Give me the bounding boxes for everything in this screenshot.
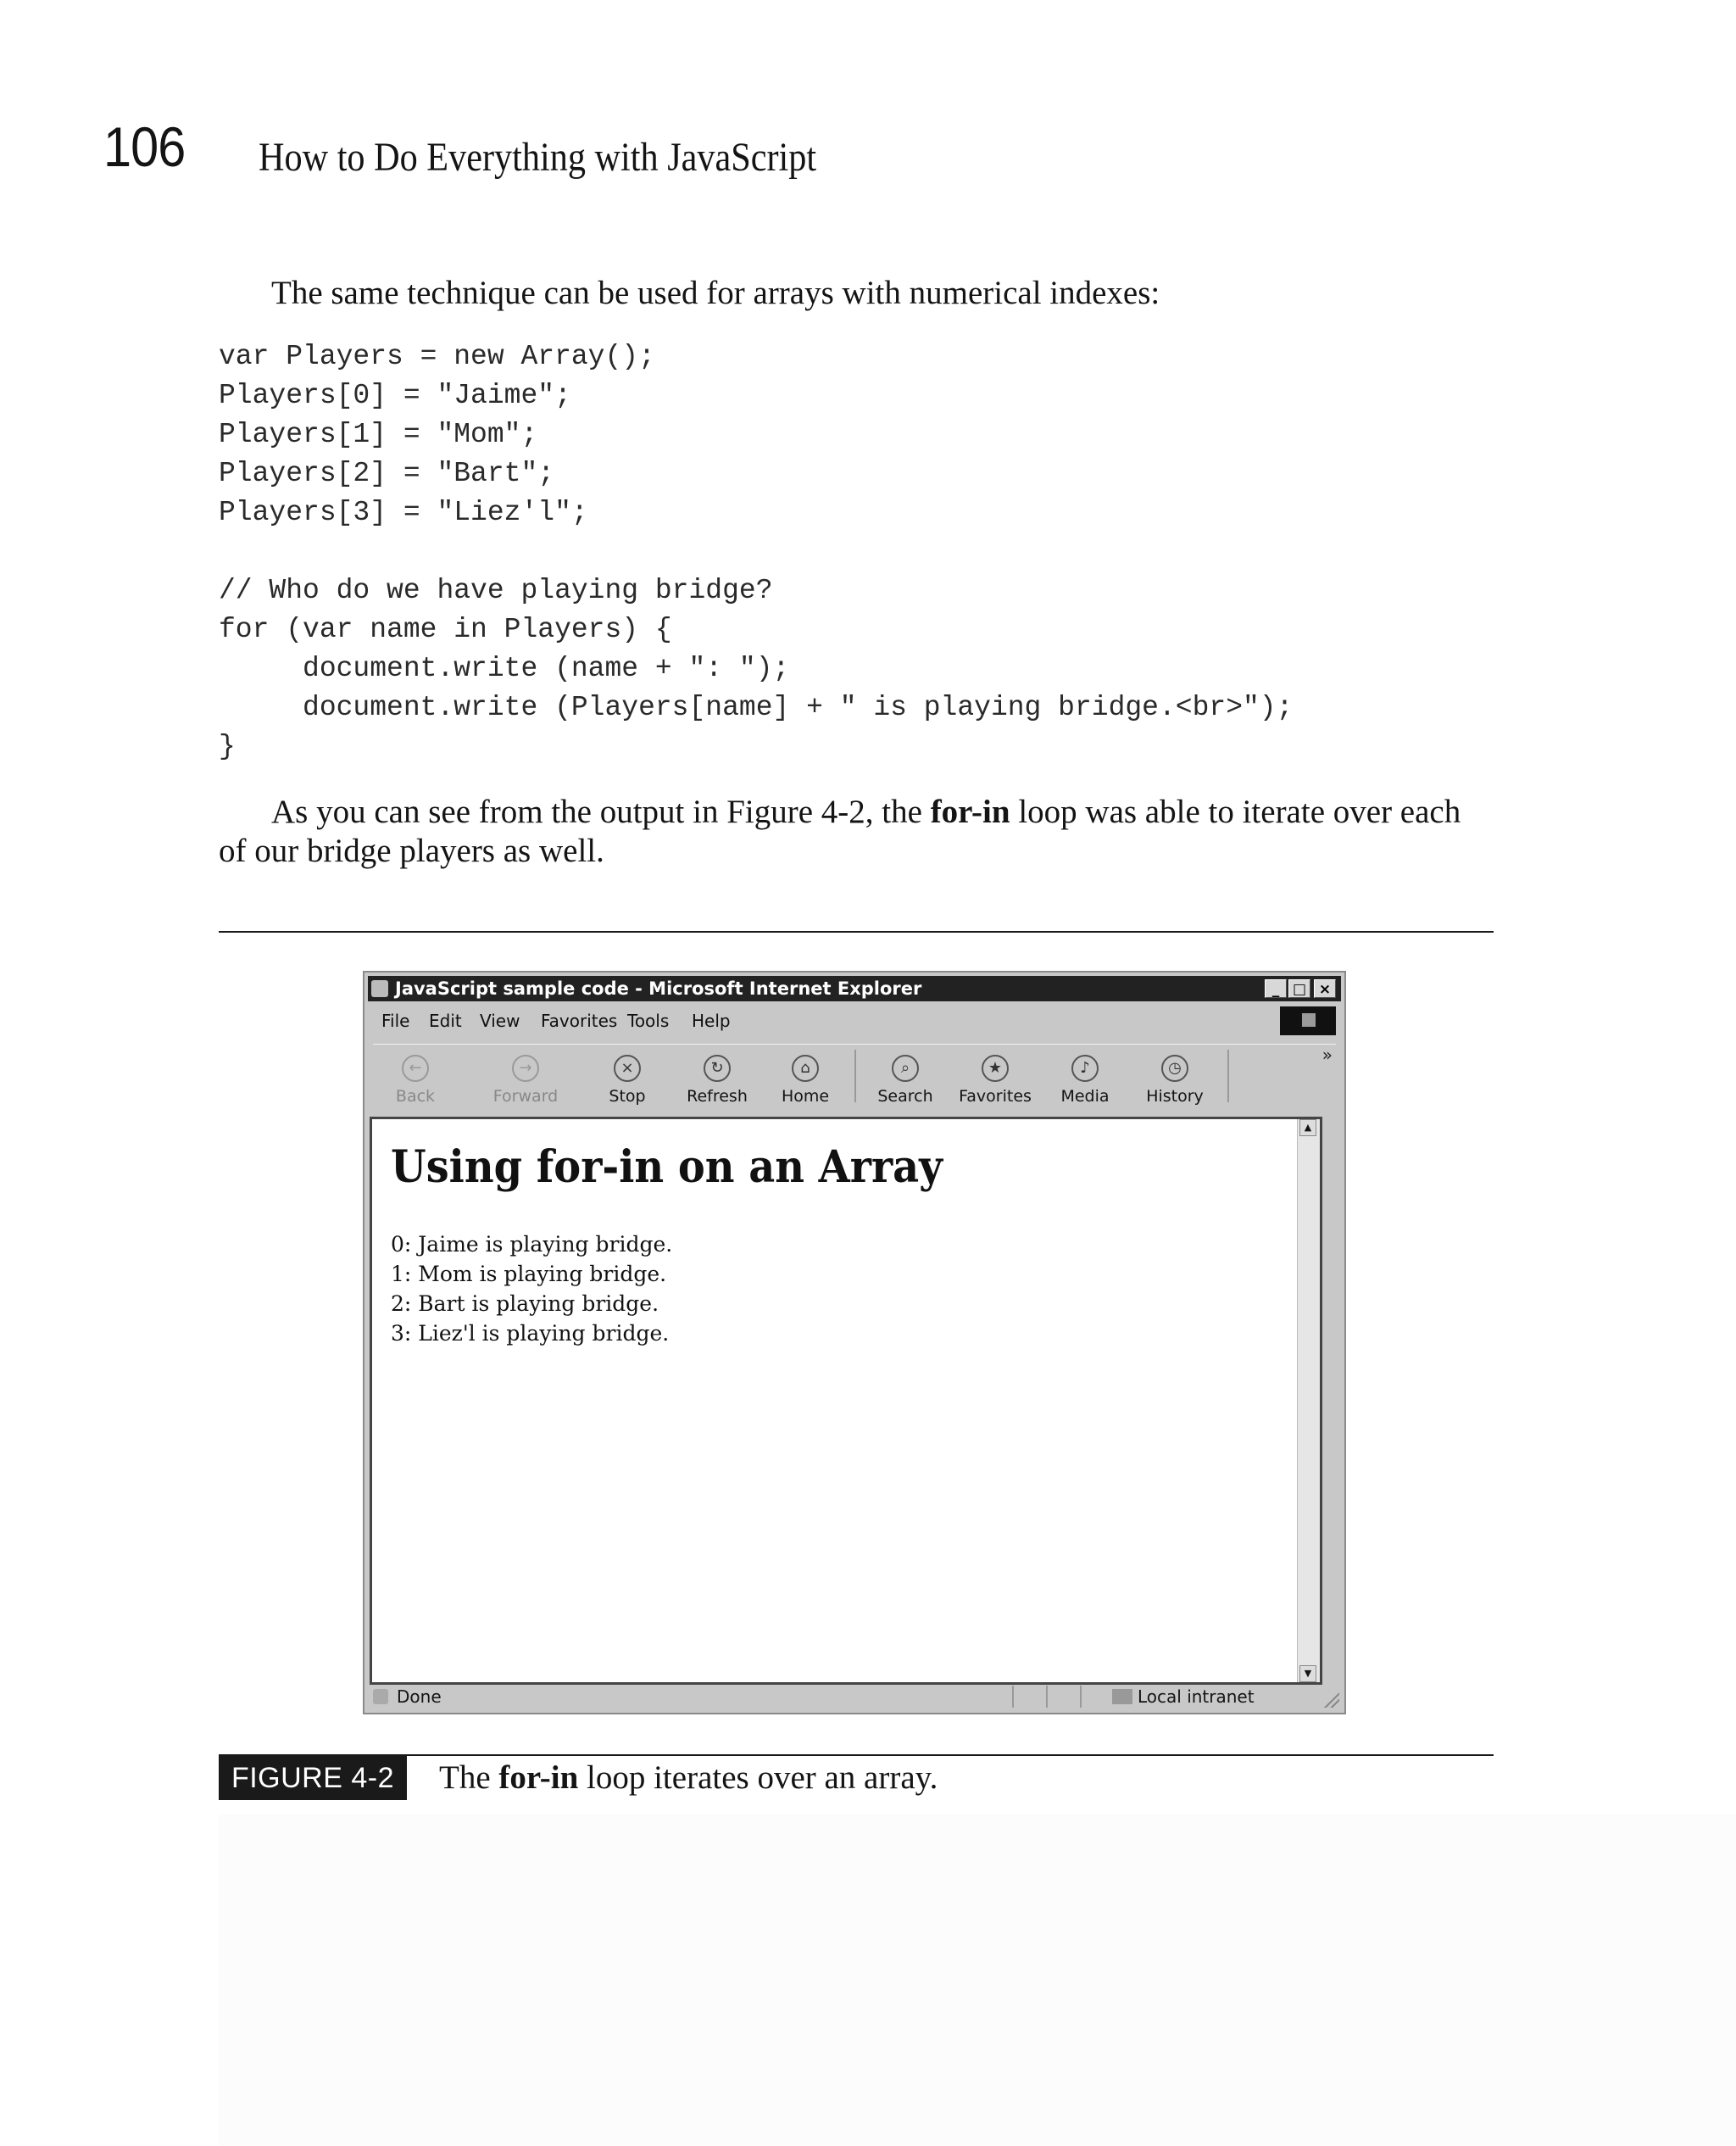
windows-logo-icon bbox=[1280, 1006, 1336, 1035]
figure-caption bbox=[439, 1756, 938, 1800]
page-done-icon bbox=[373, 1689, 388, 1704]
caption-keyword: for-in bbox=[498, 1759, 579, 1796]
favorites-folder-icon: ★ bbox=[982, 1055, 1009, 1082]
history-label: History bbox=[1146, 1087, 1204, 1106]
home-button[interactable] bbox=[763, 1045, 848, 1109]
menu-favorites[interactable]: Favorites bbox=[541, 1011, 618, 1031]
stop-icon: × bbox=[614, 1055, 641, 1082]
media-button[interactable] bbox=[1043, 1045, 1127, 1109]
menu-file[interactable]: File bbox=[381, 1011, 410, 1031]
code-line: var Players = new Array(); bbox=[219, 341, 655, 372]
minimize-button[interactable]: _ bbox=[1265, 979, 1287, 998]
search-button[interactable] bbox=[863, 1045, 948, 1109]
caption-text: The bbox=[439, 1759, 499, 1796]
paragraph-indent bbox=[219, 794, 271, 830]
code-line: Players[1] = "Mom"; bbox=[219, 419, 538, 450]
refresh-button[interactable] bbox=[675, 1045, 760, 1109]
stop-label: Stop bbox=[609, 1087, 646, 1106]
search-icon: ⌕ bbox=[892, 1055, 919, 1082]
menu-edit[interactable]: Edit bbox=[429, 1011, 462, 1031]
refresh-label: Refresh bbox=[687, 1087, 748, 1106]
running-head-title: How to Do Everything with JavaScript bbox=[259, 135, 817, 180]
intranet-zone-icon bbox=[1112, 1689, 1132, 1704]
output-line: 0: Jaime is playing bridge. bbox=[391, 1232, 673, 1257]
toolbar-separator bbox=[854, 1050, 856, 1102]
media-label: Media bbox=[1060, 1087, 1110, 1106]
vertical-scrollbar[interactable] bbox=[1297, 1119, 1320, 1682]
history-button[interactable] bbox=[1132, 1045, 1217, 1109]
status-bar bbox=[368, 1684, 1341, 1709]
page-number: 106 bbox=[103, 115, 186, 178]
code-line: for (var name in Players) { bbox=[219, 614, 672, 645]
forward-arrow-icon: → bbox=[512, 1055, 539, 1082]
home-label: Home bbox=[781, 1087, 830, 1106]
standard-toolbar bbox=[373, 1044, 1336, 1109]
back-label: Back bbox=[395, 1087, 436, 1106]
page-output bbox=[391, 1229, 672, 1348]
back-arrow-icon: ← bbox=[402, 1055, 429, 1082]
code-line: Players[2] = "Bart"; bbox=[219, 458, 555, 489]
caption-text: loop iterates over an array. bbox=[578, 1759, 938, 1796]
close-button[interactable]: × bbox=[1314, 979, 1336, 998]
toolbar-separator bbox=[1227, 1050, 1229, 1102]
home-icon: ⌂ bbox=[792, 1055, 819, 1082]
refresh-icon: ↻ bbox=[704, 1055, 731, 1082]
figure-top-rule bbox=[219, 931, 1494, 933]
code-line: // Who do we have playing bridge? bbox=[219, 575, 773, 606]
code-listing bbox=[219, 337, 1293, 766]
window-title: JavaScript sample code - Microsoft Internet Explorer bbox=[395, 978, 922, 999]
browser-window bbox=[363, 971, 1346, 1714]
back-button[interactable] bbox=[373, 1045, 458, 1109]
output-line: 3: Liez'l is playing bridge. bbox=[391, 1321, 670, 1346]
page-bottom-shade bbox=[219, 1814, 1736, 2146]
history-icon: ◷ bbox=[1161, 1055, 1188, 1082]
figure-label: FIGURE 4-2 bbox=[219, 1756, 407, 1800]
status-separator bbox=[1012, 1686, 1014, 1708]
paragraph-keyword: for-in bbox=[930, 794, 1010, 830]
menu-bar bbox=[371, 1005, 1336, 1037]
forward-label: Forward bbox=[492, 1087, 559, 1106]
code-line: Players[0] = "Jaime"; bbox=[219, 380, 571, 411]
output-line: 2: Bart is playing bridge. bbox=[391, 1291, 659, 1316]
maximize-button[interactable]: □ bbox=[1288, 979, 1310, 998]
window-titlebar[interactable] bbox=[368, 976, 1341, 1001]
menu-view[interactable]: View bbox=[480, 1011, 520, 1031]
output-line: 1: Mom is playing bridge. bbox=[391, 1262, 667, 1286]
code-line: document.write (Players[name] + " is playing bridge.<br>"); bbox=[219, 692, 1294, 723]
menu-tools[interactable]: Tools bbox=[627, 1011, 670, 1031]
security-zone: Local intranet bbox=[1138, 1686, 1255, 1707]
forward-button[interactable] bbox=[483, 1045, 568, 1109]
body-paragraph bbox=[219, 793, 1465, 871]
status-separator bbox=[1046, 1686, 1048, 1708]
paragraph-text: loop was able to iterate over each of our bridge players as well. bbox=[219, 794, 1461, 869]
menu-help[interactable]: Help bbox=[692, 1011, 731, 1031]
favorites-label: Favorites bbox=[959, 1087, 1032, 1106]
status-separator bbox=[1080, 1686, 1082, 1708]
paragraph-text: As you can see from the output in Figure 4-2, the bbox=[271, 794, 931, 830]
chevron-more-icon[interactable]: » bbox=[1321, 1045, 1333, 1065]
scroll-up-icon[interactable]: ▲ bbox=[1299, 1119, 1316, 1136]
code-line: document.write (name + ": "); bbox=[219, 653, 790, 684]
media-icon: ♪ bbox=[1071, 1055, 1099, 1082]
code-line: } bbox=[219, 731, 236, 762]
search-label: Search bbox=[877, 1087, 933, 1106]
stop-button[interactable] bbox=[585, 1045, 670, 1109]
code-line: Players[3] = "Liez'l"; bbox=[219, 497, 588, 528]
ie-window-icon bbox=[371, 980, 388, 997]
intro-paragraph: The same technique can be used for arrays with numerical indexes: bbox=[271, 275, 1160, 311]
favorites-button[interactable] bbox=[953, 1045, 1038, 1109]
resize-grip-icon[interactable] bbox=[1324, 1692, 1339, 1708]
page-heading: Using for-in on an Array bbox=[391, 1141, 943, 1193]
scroll-down-icon[interactable]: ▼ bbox=[1299, 1665, 1316, 1682]
page-viewport bbox=[370, 1117, 1322, 1685]
status-text: Done bbox=[397, 1686, 442, 1707]
